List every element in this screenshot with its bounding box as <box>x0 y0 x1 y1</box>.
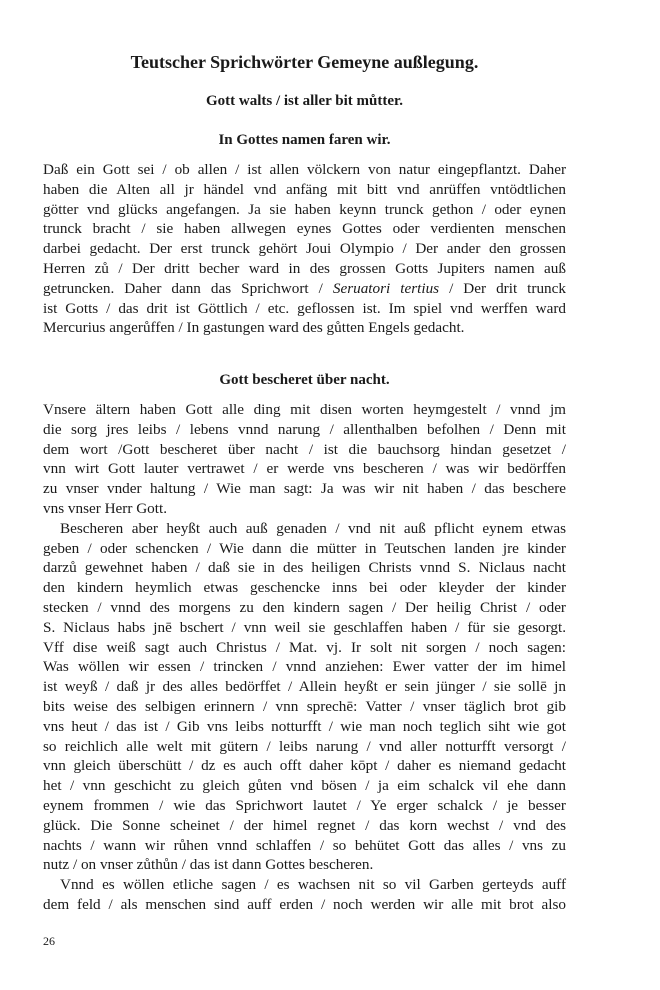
text-line: vnn wirt Gott lauter vertrawet / er werde vns bescheren / was wir bedörffen <box>43 460 566 478</box>
text-line: S. Niclaus habs jnē bschert / vnn weil sie geschlaffen haben / für sie gesorgt. <box>43 618 566 636</box>
text-line: geben / oder schencken / Wie dann die mütter in Teutschen landen jre kinder <box>43 539 566 557</box>
text-line: ist Gotts / das drit ist Göttlich / etc. geflossen ist. Im spiel vnd werffen ward <box>43 299 566 317</box>
text-line: Bescheren aber heyßt auch auß genaden / vnd nit auß pflicht eynem etwas <box>60 519 566 537</box>
text-line: Herren zů / Der dritt becher ward in des grossen Gotts Jupiters namen auß <box>43 259 566 277</box>
text-line: Was wöllen wir essen / trincken / vnnd anziehen: Ewer vatter der im himel <box>43 658 566 676</box>
section2-paragraph <box>43 400 566 915</box>
text-fragment: getruncken. Daher dann das Sprichwort / <box>43 279 333 297</box>
text-line: Vnnd es wöllen etliche sagen / es wachsen nit so vil Garben gerteyds auff <box>60 876 566 894</box>
section-heading-bescheret: Gott bescheret über nacht. <box>219 372 390 388</box>
text-line: götter vnd glücks angefangen. Ja sie haben keynn trunck gethon / oder eynen <box>43 200 566 218</box>
section-heading-gottes-namen: In Gottes namen faren wir. <box>218 132 391 148</box>
text-line: ist weyß / daß jr des alles bedörffet / Allein heyßt er sein jünger / sie sollē jn <box>43 678 566 696</box>
text-line: bits weise des selbigen erinnern / vnn sprechē: Vatter / vnser täglich brot gib <box>43 697 566 715</box>
text-line: zu vnser vnder haltung / Wie man sagt: Ja was wir nit haben / das beschere <box>43 480 566 498</box>
latin-quotation: Seruatori tertius <box>332 279 440 297</box>
page-title: Teutscher Sprichwörter Gemeyne außlegung. <box>130 52 479 72</box>
text-line: dem feld / als menschen sind auff erden / noch werden wir alle mit brot also <box>43 895 566 913</box>
text-line: so reichlich alle welt mit gütern / leibs narung / vnd aller notturfft versorgt / <box>43 737 566 755</box>
text-line: vns heut / das ist / Gib vns leibs notturfft / wie man noch teglich siht wie got <box>43 717 566 735</box>
text-line: den kindern heymlich etwas geschencke inns bei oder kleyder der kinder <box>43 579 566 597</box>
text-line: Daß ein Gott sei / ob allen / ist allen völckern von natur eingepflantzt. Daher <box>43 161 566 178</box>
text-line: haben die Alten all jr händel vnd anfäng mit bitt vnd anrüffen vntödtlichen <box>43 180 566 198</box>
text-line: Mercurius angerůffen / In gastungen ward des gůtten Engels gedacht. <box>43 319 465 337</box>
text-line: eynem frommen / wie das Sprichwort lautet / Ye erger schalck / je besser <box>43 796 566 814</box>
text-fragment: / Der drit trunck <box>439 279 566 297</box>
text-line: glück. Die Sonne scheinet / der himel regnet / das korn wechst / vnd des <box>43 816 566 834</box>
text-line: vns vnser Herr Gott. <box>43 499 168 517</box>
text-line: darzů gewehnet haben / daß sie in des heiligen Christs vnnd S. Niclaus nacht <box>43 559 566 577</box>
subheading-gott-walts: Gott walts / ist aller bit můtter. <box>205 93 404 109</box>
text-line: het / vnn geschicht zu gleich gůten vnd bösen / ja eim schalck vil ehe dann <box>43 777 566 795</box>
section1-paragraph <box>43 160 566 338</box>
text-line: nachts / wann wir růhen vnnd schlaffen / so behütet Gott das alles / vns zu <box>43 836 566 854</box>
text-line: Vnsere ältern haben Gott alle ding mit disen worten heymgestelt / vnnd jm <box>43 401 566 418</box>
text-line: Vff dise weiß sagt auch Christus / Mat. vj. Ir solt nit sorgen / noch sagen: <box>43 638 566 656</box>
text-line: dem wort /Gott bescheret über nacht / ist die bauchsorg hindan gesetzet / <box>43 440 566 458</box>
text-line <box>43 279 566 299</box>
text-line: darbei gedacht. Der erst trunck gehört Joui Olympio / Der ander den grossen <box>43 240 566 258</box>
text-line: vnn gleich überschütt / dz es auch offt daher kōpt / daher es niemand gedacht <box>43 757 566 775</box>
text-line: nutz / on vnser zůthůn / das ist dann Gottes bescheren. <box>43 856 374 874</box>
text-line: die sorg jres leibs / lebens vnnd narung / allenthalben befolhen / Denn mit <box>43 420 566 438</box>
text-line: trunck bracht / sie haben allwegen eynes Gottes oder verdienten menschen <box>43 220 566 238</box>
text-line: stecken / vnnd des morgens zu den kindern sagen / Der heilig Christ / oder <box>43 598 566 616</box>
page-number: 26 <box>43 934 55 948</box>
